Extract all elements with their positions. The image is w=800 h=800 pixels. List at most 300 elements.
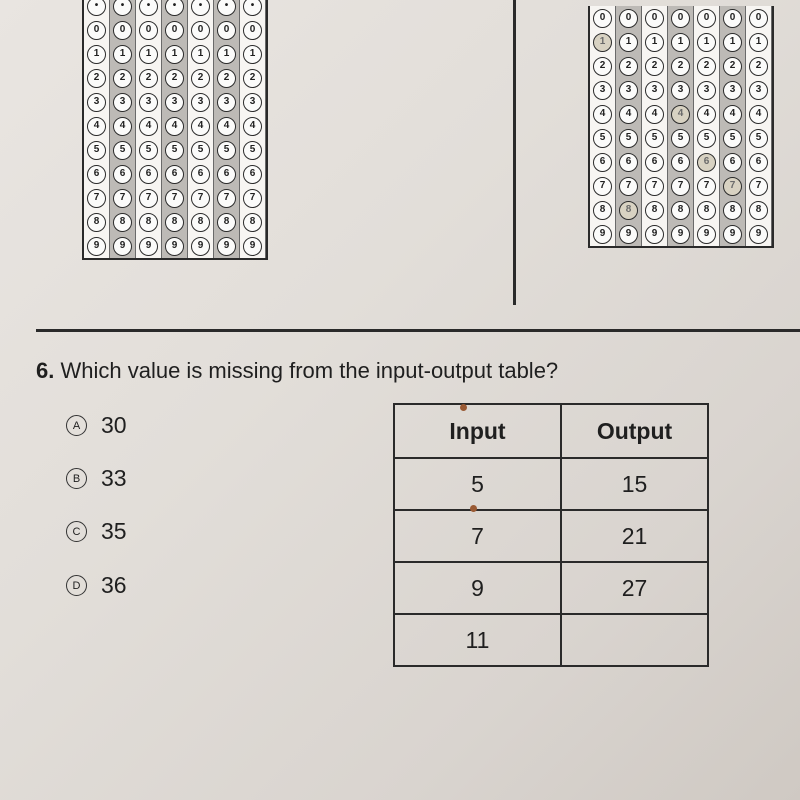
grid-bubble-1[interactable]: 1 bbox=[87, 45, 106, 64]
grid-bubble-8[interactable]: 8 bbox=[191, 213, 210, 232]
grid-bubble-9[interactable]: 9 bbox=[113, 237, 132, 256]
grid-bubble-6[interactable]: 6 bbox=[749, 153, 768, 172]
grid-bubble-9[interactable]: 9 bbox=[645, 225, 664, 244]
grid-bubble-0[interactable]: 0 bbox=[165, 21, 184, 40]
grid-cell bbox=[590, 30, 616, 54]
grid-bubble-4[interactable]: 4 bbox=[87, 117, 106, 136]
grid-cell bbox=[668, 150, 694, 174]
grid-cell bbox=[694, 222, 720, 246]
grid-cell bbox=[720, 150, 746, 174]
grid-bubble-4[interactable]: 4 bbox=[139, 117, 158, 136]
grid-cell bbox=[642, 102, 668, 126]
grid-bubble-8[interactable]: 8 bbox=[749, 201, 768, 220]
grid-bubble-7[interactable]: 7 bbox=[243, 189, 262, 208]
grid-bubble-7[interactable]: 7 bbox=[139, 189, 158, 208]
grid-cell bbox=[590, 174, 616, 198]
grid-bubble-1[interactable]: 1 bbox=[723, 33, 742, 52]
grid-bubble-7[interactable]: 7 bbox=[87, 189, 106, 208]
grid-cell bbox=[642, 150, 668, 174]
grid-bubble-8[interactable]: 8 bbox=[723, 201, 742, 220]
grid-cell bbox=[720, 78, 746, 102]
grid-bubble-4[interactable]: 4 bbox=[697, 105, 716, 124]
grid-cell bbox=[240, 18, 266, 42]
grid-cell bbox=[162, 210, 188, 234]
grid-bubble-0[interactable]: 0 bbox=[619, 9, 638, 28]
grid-bubble-2[interactable]: 2 bbox=[723, 57, 742, 76]
grid-cell bbox=[162, 0, 188, 18]
grid-bubble-7[interactable]: 7 bbox=[619, 177, 638, 196]
grid-bubble-9[interactable]: 9 bbox=[243, 237, 262, 256]
grid-bubble-8[interactable]: 8 bbox=[619, 201, 638, 220]
grid-bubble-•[interactable]: • bbox=[165, 0, 184, 16]
grid-cell bbox=[240, 138, 266, 162]
grid-cell bbox=[136, 138, 162, 162]
grid-bubble-6[interactable]: 6 bbox=[593, 153, 612, 172]
grid-bubble-5[interactable]: 5 bbox=[243, 141, 262, 160]
grid-bubble-7[interactable]: 7 bbox=[217, 189, 236, 208]
grid-bubble-•[interactable]: • bbox=[217, 0, 236, 16]
grid-bubble-8[interactable]: 8 bbox=[593, 201, 612, 220]
grid-cell bbox=[240, 210, 266, 234]
grid-cell bbox=[110, 162, 136, 186]
grid-bubble-5[interactable]: 5 bbox=[619, 129, 638, 148]
grid-bubble-2[interactable]: 2 bbox=[139, 69, 158, 88]
grid-cell bbox=[110, 210, 136, 234]
grid-bubble-4[interactable]: 4 bbox=[217, 117, 236, 136]
grid-cell bbox=[188, 234, 214, 258]
grid-bubble-5[interactable]: 5 bbox=[593, 129, 612, 148]
grid-cell bbox=[188, 90, 214, 114]
grid-bubble-2[interactable]: 2 bbox=[217, 69, 236, 88]
grid-bubble-9[interactable]: 9 bbox=[619, 225, 638, 244]
grid-bubble-4[interactable]: 4 bbox=[619, 105, 638, 124]
table-row bbox=[394, 614, 708, 666]
grid-cell bbox=[214, 18, 240, 42]
grid-cell bbox=[642, 6, 668, 30]
grid-bubble-7[interactable]: 7 bbox=[165, 189, 184, 208]
grid-cell bbox=[136, 42, 162, 66]
grid-cell bbox=[110, 66, 136, 90]
grid-cell bbox=[162, 18, 188, 42]
grid-bubble-0[interactable]: 0 bbox=[243, 21, 262, 40]
grid-cell bbox=[240, 234, 266, 258]
grid-cell bbox=[720, 30, 746, 54]
grid-bubble-•[interactable]: • bbox=[87, 0, 106, 16]
grid-bubble-6[interactable]: 6 bbox=[139, 165, 158, 184]
grid-cell bbox=[84, 90, 110, 114]
grid-bubble-3[interactable]: 3 bbox=[671, 81, 690, 100]
grid-bubble-1[interactable]: 1 bbox=[645, 33, 664, 52]
grid-bubble-9[interactable]: 9 bbox=[593, 225, 612, 244]
grid-cell bbox=[214, 0, 240, 18]
grid-cell bbox=[136, 210, 162, 234]
grid-cell bbox=[214, 42, 240, 66]
grid-cell bbox=[84, 114, 110, 138]
grid-bubble-3[interactable]: 3 bbox=[619, 81, 638, 100]
grid-cell bbox=[668, 126, 694, 150]
grid-cell bbox=[642, 78, 668, 102]
grid-bubble-8[interactable]: 8 bbox=[217, 213, 236, 232]
grid-cell bbox=[162, 162, 188, 186]
grid-cell bbox=[720, 126, 746, 150]
grid-cell bbox=[188, 18, 214, 42]
choice-c-value: 35 bbox=[101, 518, 127, 544]
table-cell-output: 27 bbox=[561, 562, 708, 614]
table-cell-input: 5 bbox=[394, 458, 561, 510]
grid-cell bbox=[694, 30, 720, 54]
table-cell-input: 11 bbox=[394, 614, 561, 666]
grid-cell bbox=[188, 186, 214, 210]
grid-cell bbox=[746, 222, 772, 246]
grid-bubble-2[interactable]: 2 bbox=[113, 69, 132, 88]
grid-cell bbox=[110, 0, 136, 18]
grid-bubble-4[interactable]: 4 bbox=[191, 117, 210, 136]
grid-cell bbox=[240, 186, 266, 210]
grid-cell bbox=[214, 234, 240, 258]
grid-cell bbox=[720, 54, 746, 78]
answer-grid-right bbox=[588, 6, 774, 248]
grid-cell bbox=[642, 222, 668, 246]
grid-cell bbox=[84, 66, 110, 90]
grid-bubble-0[interactable]: 0 bbox=[749, 9, 768, 28]
grid-bubble-0[interactable]: 0 bbox=[723, 9, 742, 28]
grid-bubble-6[interactable]: 6 bbox=[87, 165, 106, 184]
grid-bubble-1[interactable]: 1 bbox=[165, 45, 184, 64]
grid-bubble-9[interactable]: 9 bbox=[87, 237, 106, 256]
grid-cell bbox=[694, 102, 720, 126]
choice-b-bubble[interactable]: B bbox=[66, 468, 87, 489]
grid-cell bbox=[110, 18, 136, 42]
grid-bubble-1[interactable]: 1 bbox=[217, 45, 236, 64]
grid-bubble-•[interactable]: • bbox=[243, 0, 262, 16]
grid-bubble-4[interactable]: 4 bbox=[671, 105, 690, 124]
grid-cell bbox=[642, 54, 668, 78]
grid-cell bbox=[720, 102, 746, 126]
grid-bubble-2[interactable]: 2 bbox=[165, 69, 184, 88]
grid-bubble-•[interactable]: • bbox=[191, 0, 210, 16]
table-header-row bbox=[394, 404, 708, 458]
grid-bubble-5[interactable]: 5 bbox=[749, 129, 768, 148]
grid-cell bbox=[188, 162, 214, 186]
grid-bubble-4[interactable]: 4 bbox=[593, 105, 612, 124]
grid-cell bbox=[590, 54, 616, 78]
grid-cell bbox=[162, 90, 188, 114]
grid-bubble-9[interactable]: 9 bbox=[191, 237, 210, 256]
grid-cell bbox=[746, 126, 772, 150]
choice-c[interactable] bbox=[66, 518, 127, 545]
grid-cell bbox=[590, 78, 616, 102]
grid-cell bbox=[668, 54, 694, 78]
grid-cell bbox=[694, 174, 720, 198]
grid-cell bbox=[720, 222, 746, 246]
grid-cell bbox=[240, 42, 266, 66]
grid-cell bbox=[668, 222, 694, 246]
grid-bubble-3[interactable]: 3 bbox=[191, 93, 210, 112]
question-text: Which value is missing from the input-output table? bbox=[60, 358, 559, 383]
grid-bubble-2[interactable]: 2 bbox=[243, 69, 262, 88]
grid-bubble-6[interactable]: 6 bbox=[645, 153, 664, 172]
grid-cell bbox=[590, 150, 616, 174]
grid-cell bbox=[746, 102, 772, 126]
grid-bubble-5[interactable]: 5 bbox=[671, 129, 690, 148]
grid-bubble-9[interactable]: 9 bbox=[697, 225, 716, 244]
grid-bubble-1[interactable]: 1 bbox=[139, 45, 158, 64]
grid-bubble-2[interactable]: 2 bbox=[87, 69, 106, 88]
grid-bubble-7[interactable]: 7 bbox=[191, 189, 210, 208]
grid-bubble-3[interactable]: 3 bbox=[113, 93, 132, 112]
grid-bubble-4[interactable]: 4 bbox=[749, 105, 768, 124]
grid-cell bbox=[214, 162, 240, 186]
grid-bubble-6[interactable]: 6 bbox=[723, 153, 742, 172]
grid-bubble-4[interactable]: 4 bbox=[113, 117, 132, 136]
grid-bubble-•[interactable]: • bbox=[113, 0, 132, 16]
grid-bubble-5[interactable]: 5 bbox=[723, 129, 742, 148]
grid-cell bbox=[746, 78, 772, 102]
grid-cell bbox=[110, 90, 136, 114]
grid-cell bbox=[616, 150, 642, 174]
grid-cell bbox=[642, 126, 668, 150]
grid-bubble-8[interactable]: 8 bbox=[87, 213, 106, 232]
vertical-divider bbox=[513, 0, 516, 305]
grid-cell bbox=[720, 6, 746, 30]
grid-bubble-8[interactable]: 8 bbox=[165, 213, 184, 232]
grid-bubble-0[interactable]: 0 bbox=[645, 9, 664, 28]
grid-bubble-9[interactable]: 9 bbox=[165, 237, 184, 256]
grid-cell bbox=[214, 186, 240, 210]
grid-bubble-5[interactable]: 5 bbox=[645, 129, 664, 148]
grid-bubble-7[interactable]: 7 bbox=[697, 177, 716, 196]
grid-cell bbox=[188, 66, 214, 90]
grid-bubble-3[interactable]: 3 bbox=[697, 81, 716, 100]
grid-bubble-6[interactable]: 6 bbox=[697, 153, 716, 172]
grid-bubble-1[interactable]: 1 bbox=[671, 33, 690, 52]
grid-cell bbox=[136, 0, 162, 18]
grid-bubble-•[interactable]: • bbox=[139, 0, 158, 16]
grid-cell bbox=[110, 138, 136, 162]
grid-cell bbox=[136, 234, 162, 258]
table-cell-output: 15 bbox=[561, 458, 708, 510]
grid-bubble-8[interactable]: 8 bbox=[697, 201, 716, 220]
grid-bubble-0[interactable]: 0 bbox=[191, 21, 210, 40]
answer-grid-left bbox=[82, 0, 268, 260]
grid-cell bbox=[162, 234, 188, 258]
grid-bubble-1[interactable]: 1 bbox=[619, 33, 638, 52]
grid-cell bbox=[136, 90, 162, 114]
grid-cell bbox=[162, 138, 188, 162]
grid-cell bbox=[694, 54, 720, 78]
grid-cell bbox=[590, 102, 616, 126]
grid-cell bbox=[616, 6, 642, 30]
grid-cell bbox=[720, 174, 746, 198]
grid-bubble-1[interactable]: 1 bbox=[697, 33, 716, 52]
grid-cell bbox=[162, 186, 188, 210]
grid-cell bbox=[668, 102, 694, 126]
grid-bubble-6[interactable]: 6 bbox=[113, 165, 132, 184]
choice-a-value: 30 bbox=[101, 412, 127, 438]
grid-bubble-1[interactable]: 1 bbox=[191, 45, 210, 64]
grid-bubble-8[interactable]: 8 bbox=[139, 213, 158, 232]
grid-cell bbox=[668, 30, 694, 54]
grid-cell bbox=[214, 138, 240, 162]
choice-a-bubble[interactable]: A bbox=[66, 415, 87, 436]
grid-bubble-5[interactable]: 5 bbox=[165, 141, 184, 160]
grid-cell bbox=[84, 0, 110, 18]
grid-bubble-8[interactable]: 8 bbox=[671, 201, 690, 220]
grid-cell bbox=[746, 174, 772, 198]
grid-bubble-3[interactable]: 3 bbox=[723, 81, 742, 100]
question-6 bbox=[36, 358, 558, 384]
grid-bubble-6[interactable]: 6 bbox=[619, 153, 638, 172]
grid-cell bbox=[616, 174, 642, 198]
grid-bubble-5[interactable]: 5 bbox=[697, 129, 716, 148]
grid-bubble-6[interactable]: 6 bbox=[671, 153, 690, 172]
grid-bubble-4[interactable]: 4 bbox=[165, 117, 184, 136]
grid-bubble-6[interactable]: 6 bbox=[217, 165, 236, 184]
grid-bubble-1[interactable]: 1 bbox=[593, 33, 612, 52]
table-cell-output-missing[interactable] bbox=[561, 614, 708, 666]
grid-cell bbox=[694, 78, 720, 102]
grid-cell bbox=[84, 18, 110, 42]
grid-bubble-7[interactable]: 7 bbox=[113, 189, 132, 208]
grid-cell bbox=[694, 126, 720, 150]
grid-bubble-2[interactable]: 2 bbox=[671, 57, 690, 76]
grid-cell bbox=[642, 198, 668, 222]
grid-bubble-2[interactable]: 2 bbox=[593, 57, 612, 76]
grid-cell bbox=[110, 114, 136, 138]
grid-bubble-2[interactable]: 2 bbox=[191, 69, 210, 88]
grid-bubble-1[interactable]: 1 bbox=[243, 45, 262, 64]
grid-bubble-3[interactable]: 3 bbox=[87, 93, 106, 112]
grid-bubble-2[interactable]: 2 bbox=[645, 57, 664, 76]
grid-bubble-7[interactable]: 7 bbox=[645, 177, 664, 196]
grid-bubble-4[interactable]: 4 bbox=[723, 105, 742, 124]
grid-bubble-8[interactable]: 8 bbox=[243, 213, 262, 232]
grid-cell bbox=[616, 54, 642, 78]
grid-bubble-1[interactable]: 1 bbox=[749, 33, 768, 52]
choice-d[interactable] bbox=[66, 572, 127, 599]
grid-bubble-2[interactable]: 2 bbox=[619, 57, 638, 76]
grid-bubble-0[interactable]: 0 bbox=[87, 21, 106, 40]
grid-cell bbox=[136, 66, 162, 90]
grid-bubble-9[interactable]: 9 bbox=[217, 237, 236, 256]
grid-cell bbox=[188, 210, 214, 234]
grid-bubble-7[interactable]: 7 bbox=[671, 177, 690, 196]
grid-cell bbox=[214, 114, 240, 138]
grid-bubble-0[interactable]: 0 bbox=[113, 21, 132, 40]
grid-bubble-7[interactable]: 7 bbox=[593, 177, 612, 196]
grid-cell bbox=[668, 6, 694, 30]
pencil-mark bbox=[460, 404, 467, 411]
grid-bubble-0[interactable]: 0 bbox=[593, 9, 612, 28]
choice-d-value: 36 bbox=[101, 572, 127, 598]
grid-bubble-6[interactable]: 6 bbox=[165, 165, 184, 184]
grid-cell bbox=[590, 126, 616, 150]
grid-bubble-0[interactable]: 0 bbox=[217, 21, 236, 40]
grid-cell bbox=[214, 90, 240, 114]
grid-bubble-8[interactable]: 8 bbox=[113, 213, 132, 232]
choice-d-bubble[interactable]: D bbox=[66, 575, 87, 596]
grid-bubble-5[interactable]: 5 bbox=[113, 141, 132, 160]
grid-bubble-0[interactable]: 0 bbox=[697, 9, 716, 28]
grid-bubble-9[interactable]: 9 bbox=[139, 237, 158, 256]
grid-cell bbox=[616, 126, 642, 150]
grid-bubble-5[interactable]: 5 bbox=[139, 141, 158, 160]
grid-cell bbox=[668, 198, 694, 222]
grid-bubble-1[interactable]: 1 bbox=[113, 45, 132, 64]
choice-c-bubble[interactable]: C bbox=[66, 521, 87, 542]
grid-cell bbox=[188, 138, 214, 162]
grid-cell bbox=[240, 114, 266, 138]
grid-cell bbox=[162, 114, 188, 138]
grid-bubble-8[interactable]: 8 bbox=[645, 201, 664, 220]
grid-bubble-9[interactable]: 9 bbox=[671, 225, 690, 244]
grid-cell bbox=[110, 42, 136, 66]
grid-bubble-3[interactable]: 3 bbox=[165, 93, 184, 112]
grid-cell bbox=[642, 174, 668, 198]
grid-bubble-6[interactable]: 6 bbox=[191, 165, 210, 184]
grid-bubble-5[interactable]: 5 bbox=[87, 141, 106, 160]
grid-bubble-2[interactable]: 2 bbox=[749, 57, 768, 76]
grid-cell bbox=[746, 30, 772, 54]
table-header-input: Input bbox=[394, 404, 561, 458]
grid-cell bbox=[746, 6, 772, 30]
grid-bubble-9[interactable]: 9 bbox=[723, 225, 742, 244]
grid-cell bbox=[136, 186, 162, 210]
grid-bubble-4[interactable]: 4 bbox=[645, 105, 664, 124]
choice-a[interactable] bbox=[66, 412, 127, 439]
grid-cell bbox=[84, 210, 110, 234]
grid-cell bbox=[616, 198, 642, 222]
grid-cell bbox=[110, 186, 136, 210]
grid-bubble-5[interactable]: 5 bbox=[191, 141, 210, 160]
grid-bubble-4[interactable]: 4 bbox=[243, 117, 262, 136]
grid-bubble-7[interactable]: 7 bbox=[723, 177, 742, 196]
grid-bubble-3[interactable]: 3 bbox=[593, 81, 612, 100]
grid-cell bbox=[746, 198, 772, 222]
grid-cell bbox=[84, 186, 110, 210]
table-cell-input: 7 bbox=[394, 510, 561, 562]
table-cell-output: 21 bbox=[561, 510, 708, 562]
grid-bubble-3[interactable]: 3 bbox=[243, 93, 262, 112]
table-header-output: Output bbox=[561, 404, 708, 458]
grid-bubble-3[interactable]: 3 bbox=[645, 81, 664, 100]
choice-b[interactable] bbox=[66, 465, 127, 492]
grid-cell bbox=[84, 138, 110, 162]
grid-bubble-6[interactable]: 6 bbox=[243, 165, 262, 184]
grid-bubble-5[interactable]: 5 bbox=[217, 141, 236, 160]
table-row bbox=[394, 510, 708, 562]
grid-cell bbox=[214, 66, 240, 90]
grid-cell bbox=[84, 162, 110, 186]
grid-cell bbox=[746, 150, 772, 174]
grid-cell bbox=[240, 162, 266, 186]
grid-bubble-3[interactable]: 3 bbox=[217, 93, 236, 112]
grid-bubble-0[interactable]: 0 bbox=[139, 21, 158, 40]
grid-bubble-3[interactable]: 3 bbox=[139, 93, 158, 112]
grid-bubble-9[interactable]: 9 bbox=[749, 225, 768, 244]
grid-bubble-7[interactable]: 7 bbox=[749, 177, 768, 196]
grid-cell bbox=[188, 114, 214, 138]
grid-bubble-3[interactable]: 3 bbox=[749, 81, 768, 100]
table-cell-input: 9 bbox=[394, 562, 561, 614]
grid-cell bbox=[616, 30, 642, 54]
horizontal-divider bbox=[36, 329, 800, 332]
grid-bubble-2[interactable]: 2 bbox=[697, 57, 716, 76]
grid-cell bbox=[136, 162, 162, 186]
grid-cell bbox=[240, 66, 266, 90]
grid-cell bbox=[84, 234, 110, 258]
grid-bubble-0[interactable]: 0 bbox=[671, 9, 690, 28]
